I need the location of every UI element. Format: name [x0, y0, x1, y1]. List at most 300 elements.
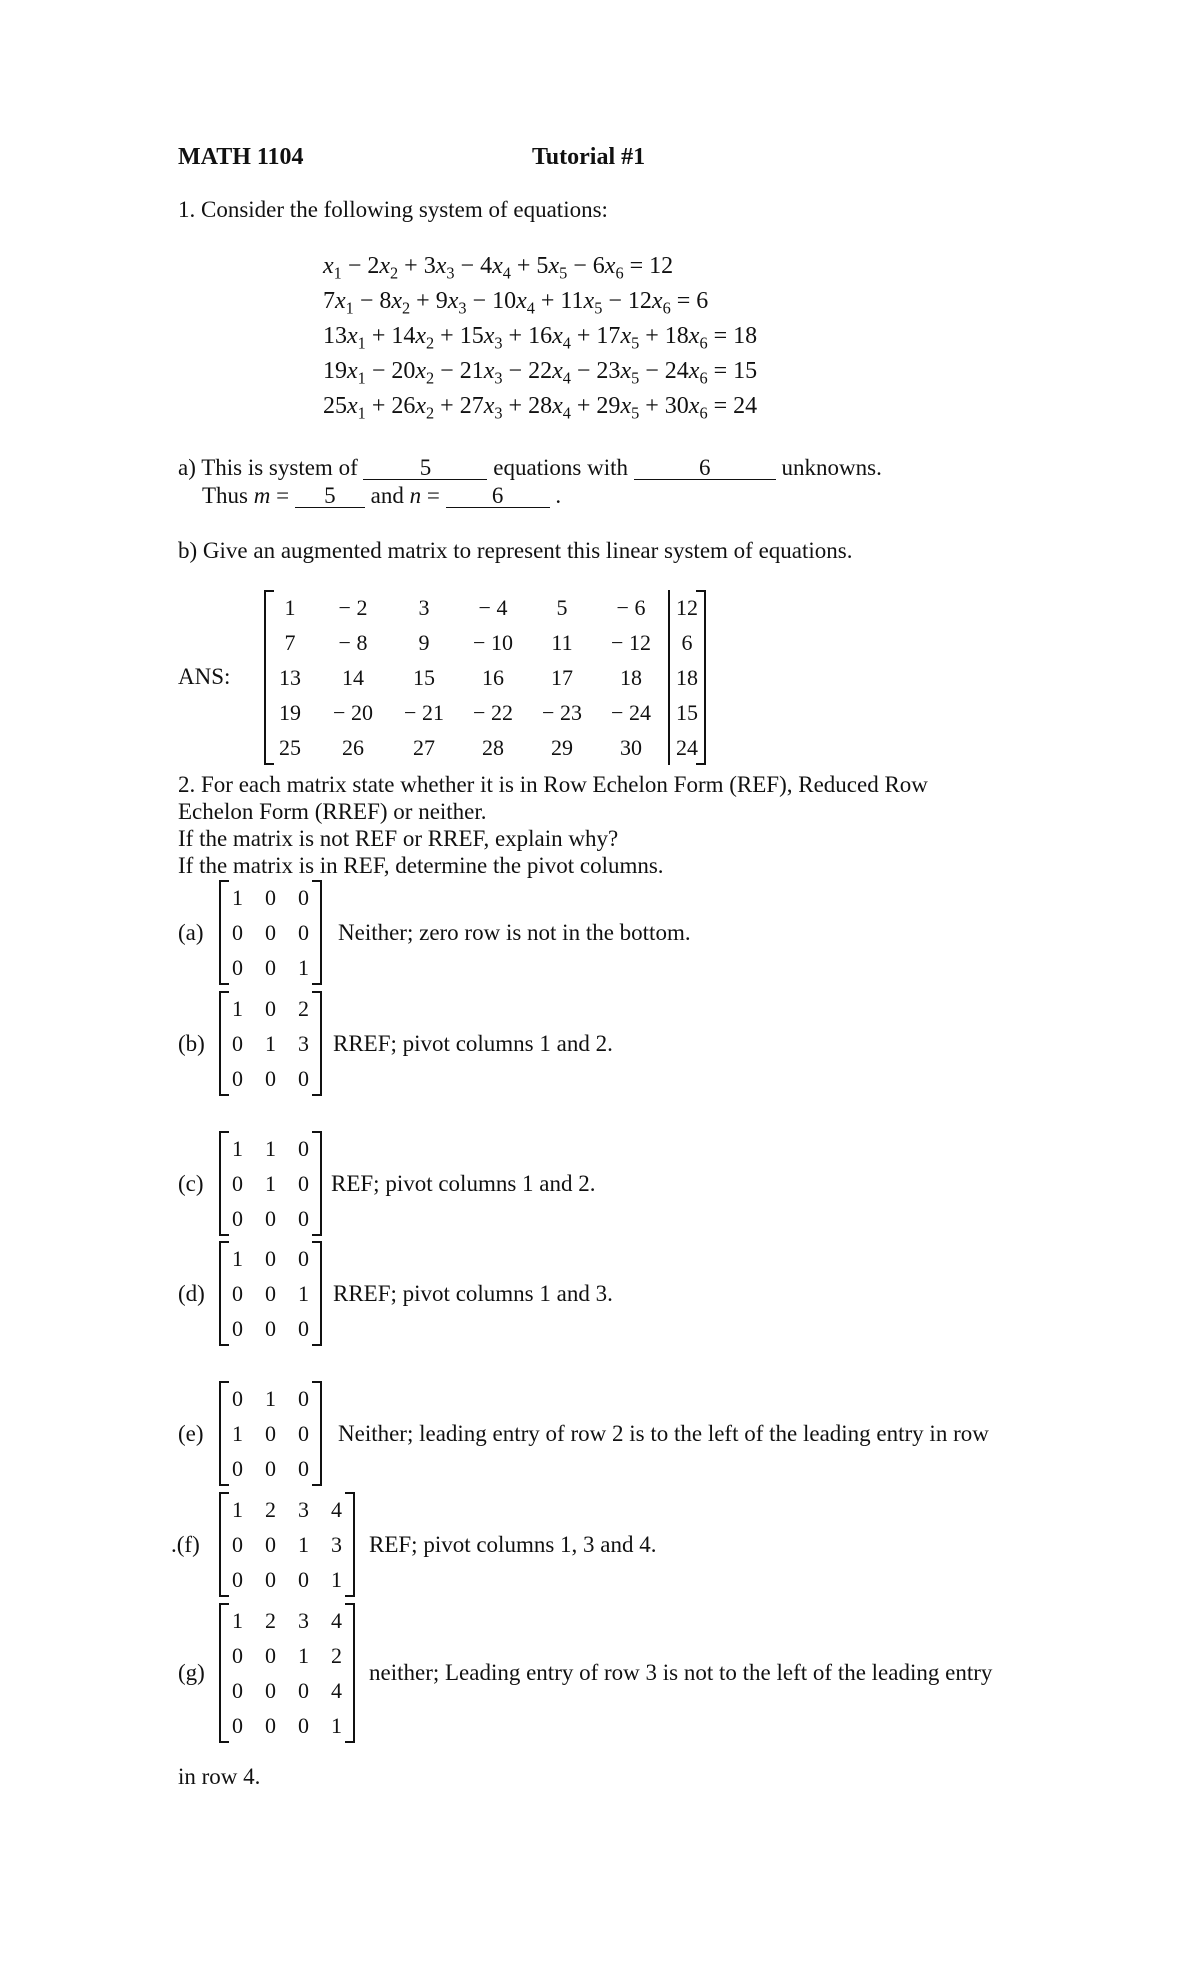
q2-intro-line: If the matrix is not REF or RREF, explain why?: [178, 826, 619, 851]
left-bracket: [219, 1381, 229, 1486]
q1a-text: unknowns.: [775, 455, 882, 480]
equation-term: 7: [323, 288, 335, 314]
equation-term: − 22: [502, 358, 553, 384]
equation-term: x: [583, 288, 595, 314]
equations-count-blank: [363, 457, 487, 480]
matrix-row: [221, 1311, 320, 1346]
n-value-blank: [446, 485, 550, 508]
equation-term: x: [347, 393, 358, 419]
part-answer: REF; pivot columns 1 and 2.: [331, 1170, 596, 1196]
matrix-row: [266, 730, 704, 765]
matrix-cell: 0: [265, 1245, 276, 1271]
left-bracket: [219, 1492, 229, 1597]
matrix-row: [221, 1026, 320, 1061]
left-bracket: [219, 1603, 229, 1743]
equation-subscript: 4: [562, 333, 571, 353]
equation-line: [323, 249, 757, 284]
part-answer: RREF; pivot columns 1 and 2.: [333, 1030, 613, 1056]
q1a-text: .: [549, 483, 562, 508]
equation-term: x: [379, 253, 391, 279]
equation-term: + 5: [510, 253, 549, 279]
equation-term: 25: [323, 393, 347, 419]
matrix-cell: 0: [298, 1315, 309, 1341]
equation-term: x: [604, 253, 616, 279]
matrix-cell: 0: [232, 1170, 243, 1196]
answer-label: ANS:: [178, 664, 231, 689]
matrix-cell: 9: [418, 629, 430, 655]
n-symbol: n: [409, 483, 422, 508]
matrix-cell: 0: [298, 1677, 309, 1703]
equation-term: x: [688, 358, 700, 384]
tutorial-title: Tutorial #1: [532, 144, 646, 170]
part-label: .(f): [171, 1531, 200, 1557]
q1b-prompt: b) Give an augmented matrix to represent this linear system of equations.: [178, 538, 853, 563]
matrix-grid: [221, 1381, 320, 1486]
matrix-row: [266, 660, 704, 695]
matrix-cell: 2: [265, 1496, 276, 1522]
matrix-cell: 28: [482, 734, 504, 760]
equation-subscript: 3: [494, 403, 503, 423]
matrix-cell: 7: [284, 629, 296, 655]
matrix-row: [221, 880, 320, 915]
right-bracket: [312, 1131, 322, 1236]
matrix-cell: 4: [331, 1496, 342, 1522]
matrix-cell: 13: [279, 664, 301, 690]
equation-line: [323, 284, 757, 319]
matrix-row: [221, 991, 320, 1026]
equations-count: 5: [419, 455, 432, 480]
matrix-row: [221, 1451, 320, 1486]
equation-subscript: 3: [458, 298, 467, 318]
equation-term: x: [620, 358, 632, 384]
equation-term: x: [688, 323, 700, 349]
matrix-cell: 3: [418, 594, 430, 620]
matrix-row: [221, 1638, 353, 1673]
equation-term: x: [415, 358, 427, 384]
equation-term: 19: [323, 358, 347, 384]
equation-term: x: [548, 253, 560, 279]
matrix-cell: 15: [413, 664, 435, 690]
part-matrix: [221, 880, 320, 985]
equation-subscript: 5: [631, 333, 640, 353]
equation-term: x: [492, 253, 503, 279]
part-matrix: [221, 1603, 353, 1743]
part-label: (g): [178, 1660, 205, 1685]
equation-term: + 11: [534, 288, 584, 314]
matrix-cell: 12: [669, 590, 704, 625]
matrix-grid: [221, 1492, 353, 1597]
matrix-cell: − 24: [611, 699, 651, 725]
matrix-cell: 1: [298, 954, 309, 980]
matrix-cell: 18: [669, 660, 704, 695]
matrix-row: [221, 1166, 320, 1201]
equation-term: x: [552, 323, 563, 349]
part-matrix: [221, 1131, 320, 1236]
q1a-text: a) This is system of: [178, 455, 364, 480]
part-label: (b): [178, 1030, 205, 1056]
matrix-cell: − 22: [473, 699, 513, 725]
matrix-row: [221, 1061, 320, 1096]
q1a-text: =: [421, 483, 446, 508]
matrix-cell: 18: [620, 664, 642, 690]
equation-subscript: 2: [402, 298, 411, 318]
matrix-cell: 0: [298, 1712, 309, 1738]
matrix-cell: 0: [298, 1065, 309, 1091]
matrix-row: [221, 1603, 353, 1638]
matrix-cell: 0: [265, 1205, 276, 1231]
part-answer: RREF; pivot columns 1 and 3.: [333, 1280, 613, 1306]
matrix-cell: 0: [265, 1566, 276, 1592]
equation-subscript: 1: [357, 368, 366, 388]
course-code: MATH 1104: [178, 144, 304, 170]
part-label: (c): [178, 1170, 204, 1196]
equation-term: + 9: [410, 288, 448, 314]
matrix-cell: 1: [298, 1642, 309, 1668]
equation-term: + 27: [434, 393, 484, 419]
part-label: (a): [178, 919, 204, 945]
matrix-cell: 0: [265, 919, 276, 945]
matrix-cell: − 12: [611, 629, 651, 655]
n-value: 6: [491, 483, 504, 508]
equation-line: [323, 319, 757, 354]
matrix-row: [221, 915, 320, 950]
part-matrix: [221, 1492, 353, 1597]
matrix-cell: − 4: [478, 594, 508, 620]
matrix-cell: 1: [265, 1170, 276, 1196]
part-label: (d): [178, 1280, 205, 1306]
equation-term: + 29: [570, 393, 621, 419]
matrix-cell: 0: [265, 1455, 276, 1481]
matrix-cell: 0: [232, 1455, 243, 1481]
equation-subscript: 5: [559, 263, 568, 283]
equation-term: + 17: [570, 323, 621, 349]
q2-tail: in row 4.: [178, 1764, 261, 1789]
matrix-row: [221, 1201, 320, 1236]
part-answer: Neither; zero row is not in the bottom.: [338, 919, 691, 945]
matrix-cell: 17: [551, 664, 573, 690]
matrix-cell: 0: [265, 1531, 276, 1557]
matrix-cell: 0: [265, 1420, 276, 1446]
matrix-cell: 27: [413, 734, 435, 760]
equation-line: [323, 354, 757, 389]
matrix-row: [221, 1562, 353, 1597]
matrix-cell: 2: [298, 995, 309, 1021]
matrix-cell: 0: [232, 919, 243, 945]
matrix-cell: 15: [669, 695, 704, 730]
matrix-cell: 1: [232, 1496, 243, 1522]
matrix-cell: − 10: [473, 629, 513, 655]
equation-system: [323, 249, 757, 424]
right-bracket: [312, 1381, 322, 1486]
equation-subscript: 1: [357, 403, 366, 423]
q1a-text: equations with: [487, 455, 634, 480]
matrix-cell: 0: [298, 1205, 309, 1231]
matrix-cell: 0: [232, 1642, 243, 1668]
part-matrix: [221, 1381, 320, 1486]
part-label: (e): [178, 1420, 204, 1446]
matrix-cell: 2: [265, 1607, 276, 1633]
equation-term: x: [552, 358, 563, 384]
q2-intro-line: If the matrix is in REF, determine the pivot columns.: [178, 853, 664, 878]
matrix-cell: 26: [342, 734, 364, 760]
equation-term: x: [483, 323, 495, 349]
matrix-cell: 0: [298, 1420, 309, 1446]
left-bracket: [219, 1131, 229, 1236]
equation-term: − 2: [341, 253, 380, 279]
part-answer: Neither; leading entry of row 2 is to the left of the leading entry in row: [338, 1420, 989, 1446]
matrix-cell: 0: [298, 1135, 309, 1161]
matrix-cell: 0: [298, 1170, 309, 1196]
equation-term: + 15: [434, 323, 484, 349]
matrix-cell: 0: [232, 1531, 243, 1557]
equation-subscript: 4: [562, 403, 571, 423]
matrix-cell: 1: [331, 1566, 342, 1592]
matrix-cell: 0: [232, 1205, 243, 1231]
matrix-row: [221, 1131, 320, 1166]
m-value: 5: [324, 483, 336, 508]
equation-subscript: 2: [390, 263, 399, 283]
matrix-cell: 0: [232, 1280, 243, 1306]
equation-term: x: [688, 393, 700, 419]
equation-term: x: [347, 323, 358, 349]
equation-term: − 10: [466, 288, 517, 314]
unknowns-count-blank: [634, 457, 776, 480]
matrix-cell: 1: [232, 1135, 243, 1161]
equation-subscript: 5: [594, 298, 603, 318]
equation-term: x: [516, 288, 527, 314]
equation-term: x: [323, 253, 334, 279]
q1a-text: and: [364, 483, 410, 508]
matrix-cell: 19: [279, 699, 301, 725]
equation-term: − 24: [639, 358, 689, 384]
matrix-grid: [266, 590, 704, 765]
matrix-cell: 0: [232, 1385, 243, 1411]
equation-term: = 6: [670, 288, 709, 314]
matrix-cell: 3: [331, 1531, 342, 1557]
matrix-cell: 0: [265, 1280, 276, 1306]
equation-term: x: [415, 393, 427, 419]
equation-term: x: [391, 288, 403, 314]
equation-subscript: 3: [446, 263, 455, 283]
equation-subscript: 6: [662, 298, 671, 318]
q1a-text: Thus: [202, 483, 254, 508]
matrix-row: [221, 1416, 320, 1451]
q2-intro-line: Echelon Form (RREF) or neither.: [178, 799, 487, 824]
matrix-cell: 29: [551, 734, 573, 760]
matrix-cell: 1: [298, 1531, 309, 1557]
matrix-cell: 0: [298, 1245, 309, 1271]
m-symbol: m: [253, 483, 271, 508]
matrix-cell: 2: [331, 1642, 342, 1668]
equation-subscript: 6: [615, 263, 624, 283]
equation-subscript: 1: [357, 333, 366, 353]
equation-term: = 24: [707, 393, 758, 419]
m-value-blank: [295, 485, 365, 508]
matrix-cell: 0: [265, 884, 276, 910]
matrix-cell: 0: [298, 919, 309, 945]
matrix-cell: 0: [265, 995, 276, 1021]
right-bracket: [345, 1492, 355, 1597]
equation-term: + 16: [502, 323, 553, 349]
matrix-cell: 3: [298, 1607, 309, 1633]
matrix-cell: 0: [298, 884, 309, 910]
equation-term: x: [552, 393, 563, 419]
matrix-row: [266, 590, 704, 625]
equation-subscript: 6: [699, 403, 708, 423]
matrix-cell: 1: [265, 1135, 276, 1161]
equation-term: − 8: [353, 288, 392, 314]
equation-term: − 6: [567, 253, 605, 279]
matrix-cell: 0: [232, 1712, 243, 1738]
augmented-matrix: [266, 590, 704, 765]
part-answer: neither; Leading entry of row 3 is not to the left of the leading entry: [369, 1660, 993, 1685]
equation-subscript: 3: [494, 368, 503, 388]
equation-term: = 18: [707, 323, 758, 349]
equation-term: x: [415, 323, 427, 349]
matrix-cell: 0: [298, 1455, 309, 1481]
matrix-cell: 1: [284, 594, 296, 620]
matrix-cell: 11: [551, 629, 573, 655]
part-matrix: [221, 1241, 320, 1346]
equation-term: − 20: [365, 358, 416, 384]
matrix-cell: 0: [265, 1712, 276, 1738]
equation-subscript: 1: [345, 298, 354, 318]
equation-subscript: 2: [426, 403, 435, 423]
matrix-row: [221, 1276, 320, 1311]
equation-term: x: [447, 288, 459, 314]
matrix-cell: 3: [298, 1496, 309, 1522]
matrix-cell: 0: [232, 1677, 243, 1703]
matrix-cell: 0: [232, 1566, 243, 1592]
matrix-cell: 14: [342, 664, 364, 690]
right-bracket: [696, 590, 706, 765]
left-bracket: [219, 880, 229, 985]
equation-term: + 30: [639, 393, 689, 419]
matrix-cell: 0: [265, 1642, 276, 1668]
matrix-cell: 1: [232, 995, 243, 1021]
equation-subscript: 4: [502, 263, 511, 283]
matrix-cell: 16: [482, 664, 504, 690]
equation-term: + 26: [365, 393, 416, 419]
matrix-cell: 0: [298, 1385, 309, 1411]
matrix-cell: 5: [556, 594, 568, 620]
equation-term: x: [483, 358, 495, 384]
equation-subscript: 2: [426, 333, 435, 353]
matrix-row: [266, 625, 704, 660]
matrix-cell: 4: [331, 1607, 342, 1633]
matrix-cell: 1: [265, 1385, 276, 1411]
matrix-cell: − 8: [338, 629, 368, 655]
matrix-grid: [221, 880, 320, 985]
matrix-cell: − 23: [542, 699, 582, 725]
matrix-cell: 3: [298, 1030, 309, 1056]
q1a-line1: [178, 454, 882, 482]
equation-term: x: [620, 393, 632, 419]
right-bracket: [345, 1603, 355, 1743]
equation-term: + 14: [365, 323, 416, 349]
equation-subscript: 3: [494, 333, 503, 353]
equation-term: − 21: [434, 358, 484, 384]
matrix-cell: 0: [265, 1065, 276, 1091]
matrix-cell: − 6: [616, 594, 646, 620]
q2-intro-line: 2. For each matrix state whether it is in Row Echelon Form (REF), Reduced Row: [178, 772, 928, 797]
equation-subscript: 4: [526, 298, 535, 318]
matrix-cell: 0: [265, 1677, 276, 1703]
matrix-row: [266, 695, 704, 730]
equation-term: + 18: [639, 323, 689, 349]
matrix-cell: 0: [298, 1566, 309, 1592]
equation-subscript: 4: [562, 368, 571, 388]
matrix-grid: [221, 1131, 320, 1236]
equation-term: x: [620, 323, 632, 349]
equation-term: + 3: [398, 253, 436, 279]
equation-subscript: 1: [333, 263, 342, 283]
matrix-grid: [221, 991, 320, 1096]
matrix-cell: − 2: [338, 594, 368, 620]
equation-subscript: 6: [699, 333, 708, 353]
q1-prompt: 1. Consider the following system of equations:: [178, 197, 608, 222]
matrix-cell: 0: [232, 1030, 243, 1056]
equation-subscript: 5: [631, 403, 640, 423]
matrix-cell: 25: [279, 734, 301, 760]
matrix-cell: 0: [265, 1315, 276, 1341]
q2-intro: [178, 771, 928, 879]
matrix-cell: 24: [669, 730, 704, 765]
equation-term: − 12: [602, 288, 652, 314]
equation-term: x: [483, 393, 495, 419]
equation-subscript: 5: [631, 368, 640, 388]
matrix-row: [221, 950, 320, 985]
matrix-row: [221, 1241, 320, 1276]
matrix-cell: 0: [265, 954, 276, 980]
matrix-cell: 0: [232, 954, 243, 980]
left-bracket: [264, 590, 274, 765]
equation-term: 13: [323, 323, 347, 349]
equation-subscript: 6: [699, 368, 708, 388]
matrix-cell: 1: [232, 1420, 243, 1446]
matrix-row: [221, 1527, 353, 1562]
equation-term: − 4: [454, 253, 493, 279]
matrix-cell: 6: [669, 625, 704, 660]
part-matrix: [221, 991, 320, 1096]
matrix-row: [221, 1673, 353, 1708]
equation-term: x: [335, 288, 346, 314]
unknowns-count: 6: [699, 455, 711, 480]
matrix-cell: 1: [265, 1030, 276, 1056]
matrix-grid: [221, 1603, 353, 1743]
matrix-cell: 1: [331, 1712, 342, 1738]
left-bracket: [219, 991, 229, 1096]
right-bracket: [312, 991, 322, 1096]
part-answer: REF; pivot columns 1, 3 and 4.: [369, 1531, 657, 1557]
matrix-cell: 4: [331, 1677, 342, 1703]
matrix-row: [221, 1381, 320, 1416]
matrix-cell: 0: [232, 1315, 243, 1341]
left-bracket: [219, 1241, 229, 1346]
right-bracket: [312, 1241, 322, 1346]
matrix-cell: 0: [232, 1065, 243, 1091]
equation-term: = 12: [623, 253, 674, 279]
equation-line: [323, 389, 757, 424]
matrix-cell: 30: [620, 734, 642, 760]
matrix-cell: − 20: [333, 699, 373, 725]
matrix-row: [221, 1492, 353, 1527]
matrix-cell: − 21: [404, 699, 444, 725]
q1a-text: =: [270, 483, 295, 508]
matrix-cell: 1: [232, 884, 243, 910]
right-bracket: [312, 880, 322, 985]
equation-term: + 28: [502, 393, 553, 419]
